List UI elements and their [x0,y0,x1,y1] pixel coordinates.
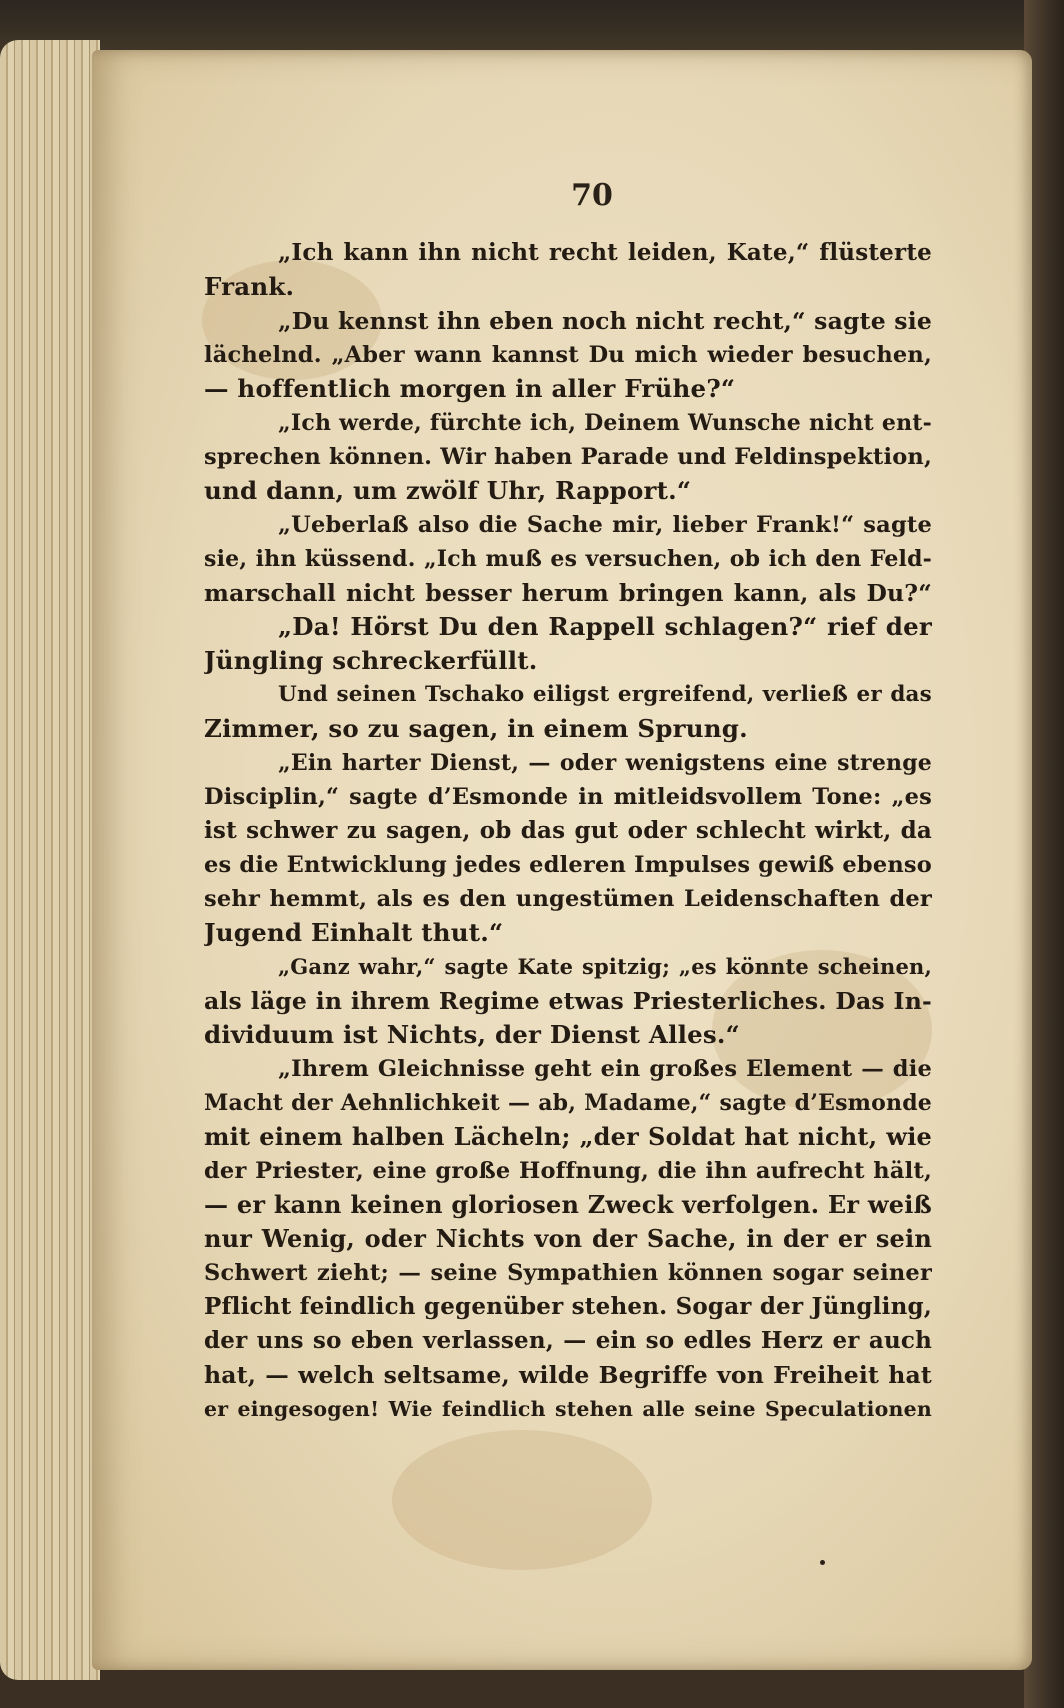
text-line: „Ich werde, fürchte ich, Deinem Wunsche nicht ent- [278,410,932,436]
text-line: ist schwer zu sagen, ob das gut oder schlecht wirkt, da [204,817,932,844]
text-line: dividuum ist Nichts, der Dienst Alles.“ [204,1020,740,1049]
text-line: sie, ihn küssend. „Ich muß es versuchen, ob ich den Feld- [204,546,932,572]
text-line: „Da! Hörst Du den Rappell schlagen?“ rief der [278,612,932,641]
text-line: es die Entwicklung jedes edleren Impulses gewiß ebenso [204,852,932,878]
text-line: der uns so eben verlassen, — ein so edles Herz er auch [204,1327,932,1354]
text-line: „Ich kann ihn nicht recht leiden, Kate,“ flüsterte [278,239,932,266]
text-line: marschall nicht besser herum bringen kann, als Du?“ [204,579,932,607]
text-line: er eingesogen! Wie feindlich stehen alle seine Speculationen [204,1397,932,1421]
text-line: Jugend Einhalt thut.“ [204,918,504,947]
text-line: „Ueberlaß also die Sache mir, lieber Frank!“ sagte [278,512,932,538]
text-line: der Priester, eine große Hoffnung, die ihn aufrecht hält, [204,1158,932,1184]
page-edges [0,40,100,1680]
text-line: hat, — welch seltsame, wilde Begriffe von Freiheit hat [204,1361,932,1389]
text-line: Schwert zieht; — seine Sympathien können sogar seiner [204,1260,932,1286]
text-line: Pflicht feindlich gegenüber stehen. Sogar der Jüngling, [204,1293,932,1320]
text-line: Zimmer, so zu sagen, in einem Sprung. [204,714,748,743]
text-line: „Du kennst ihn eben noch nicht recht,“ sagte sie [278,307,932,335]
text-line: und dann, um zwölf Uhr, Rapport.“ [204,476,692,505]
text-line: sehr hemmt, als es den ungestümen Leidenschaften der [204,886,932,912]
text-line: Macht der Aehnlichkeit — ab, Madame,“ sagte d’Esmonde [204,1090,932,1116]
text-line: Frank. [204,272,295,301]
text-line: „Ihrem Gleichnisse geht ein großes Element — die [278,1056,932,1082]
text-line: sprechen können. Wir haben Parade und Feldinspektion, [204,444,932,470]
text-line: — er kann keinen gloriosen Zweck verfolgen. Er weiß [204,1190,932,1219]
text-line: Und seinen Tschako eiligst ergreifend, verließ er das [278,682,932,707]
book-page [92,50,1032,1670]
ink-speck [820,1560,825,1565]
text-line: — hoffentlich morgen in aller Frühe?“ [204,374,736,403]
text-line: lächelnd. „Aber wann kannst Du mich wieder besuchen, [204,342,932,368]
text-line: nur Wenig, oder Nichts von der Sache, in der er sein [204,1224,932,1253]
text-line: „Ganz wahr,“ sagte Kate spitzig; „es könnte scheinen, [278,954,932,979]
page-text [204,236,932,1426]
text-line: als läge in ihrem Regime etwas Priesterliches. Das In- [204,987,932,1015]
paper-stain [392,1430,652,1570]
page-number: 70 [571,178,613,213]
text-line: Disciplin,“ sagte d’Esmonde in mitleidsvollem Tone: „es [204,784,932,810]
text-line: Jüngling schreckerfüllt. [204,646,538,675]
text-line: „Ein harter Dienst, — oder wenigstens eine strenge [278,750,932,776]
text-line: mit einem halben Lächeln; „der Soldat hat nicht, wie [204,1122,932,1151]
